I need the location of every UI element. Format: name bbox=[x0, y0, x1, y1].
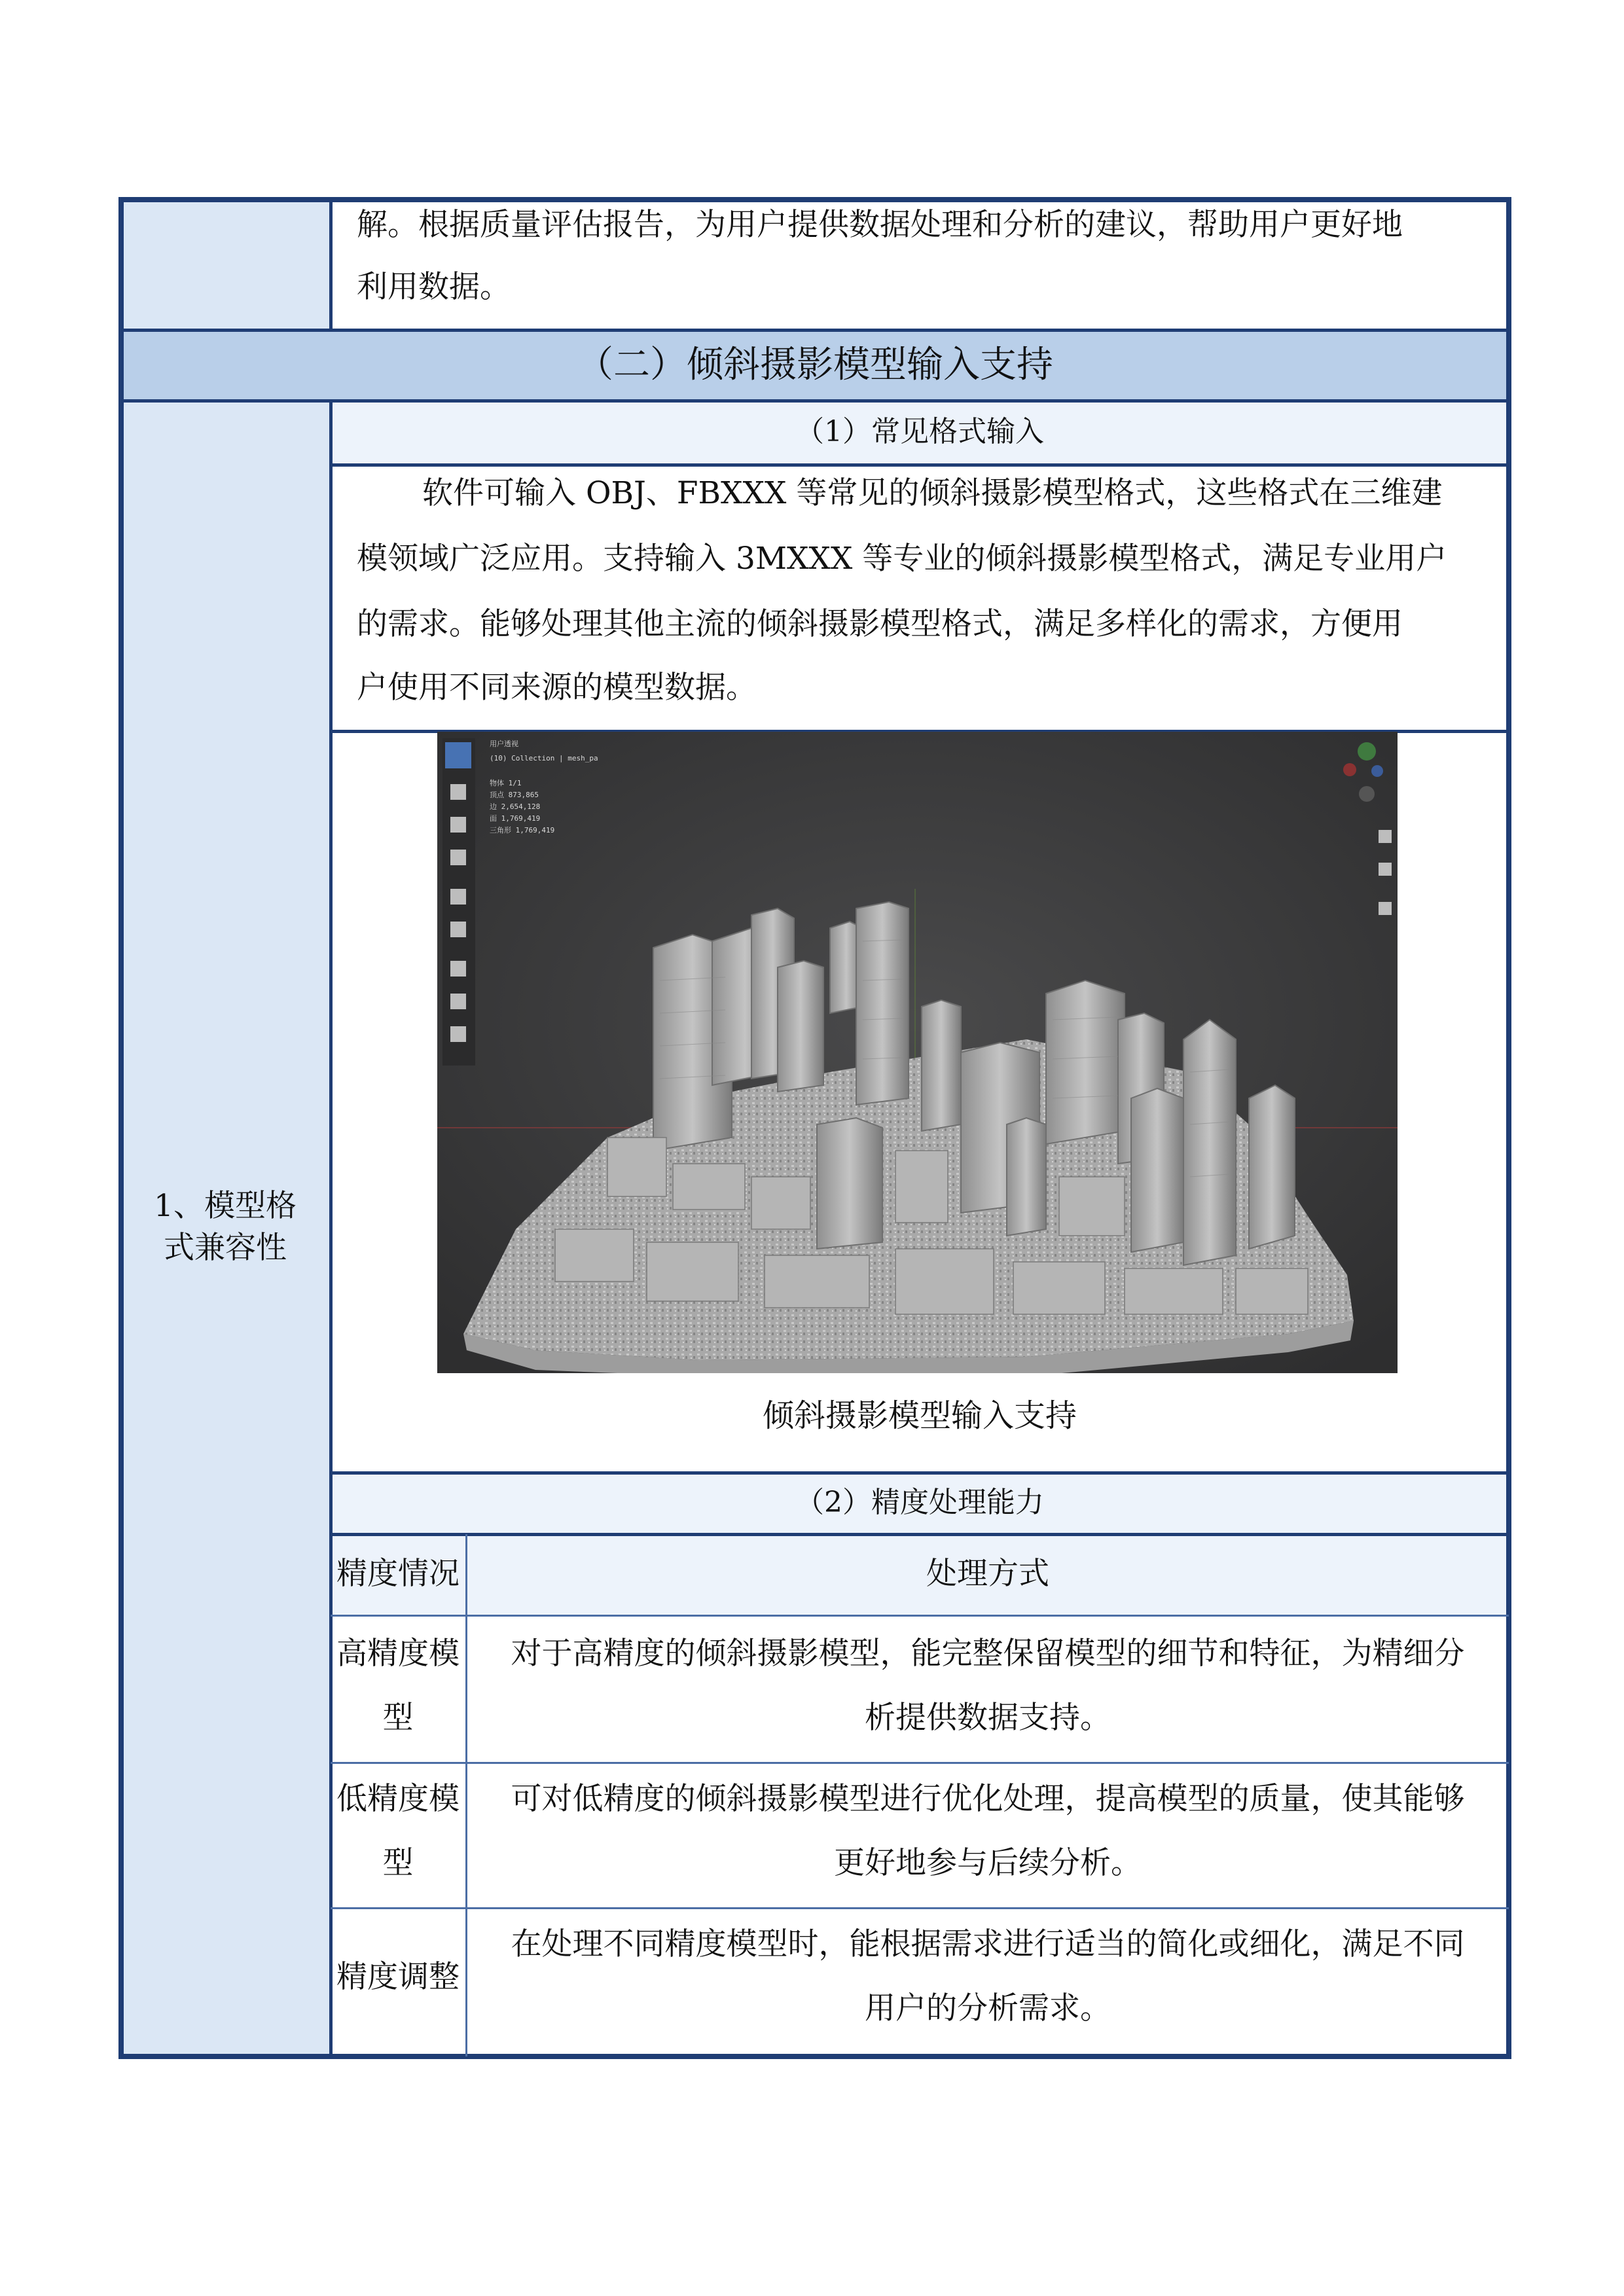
table-row-1-label-line-2: 型 bbox=[382, 1700, 414, 1736]
rule-below-figure bbox=[331, 1471, 1509, 1475]
table-row-2-desc-line-1: 可对低精度的倾斜摄影模型进行优化处理，提高模型的质量，使其能够 bbox=[511, 1781, 1465, 1817]
table-row-2-label-line-2: 型 bbox=[382, 1845, 414, 1881]
hud-line-2: (10) Collection | mesh_pa bbox=[490, 754, 598, 762]
hud-line-4: 顶点 873,865 bbox=[490, 791, 539, 799]
table-header-col1: 精度情况 bbox=[336, 1556, 460, 1592]
model-viewport-figure bbox=[437, 732, 1398, 1373]
intro-line-1: 解。根据质量评估报告，为用户提供数据处理和分析的建议，帮助用户更好地 bbox=[357, 207, 1403, 243]
subsection1-para-line-1: 软件可输入 OBJ、FBXXX 等常见的倾斜摄影模型格式，这些格式在三维建 bbox=[422, 475, 1443, 511]
city-model-illustration bbox=[437, 732, 1398, 1373]
subsection1-para-line-3: 的需求。能够处理其他主流的倾斜摄影模型格式，满足多样化的需求，方便用 bbox=[357, 606, 1403, 642]
rule-left-column-top bbox=[329, 200, 333, 331]
rule-below-sub2-title bbox=[331, 1533, 1509, 1536]
hud-line-3: 物体 1/1 bbox=[490, 779, 522, 787]
table-row-1-desc-line-1: 对于高精度的倾斜摄影模型，能完整保留模型的细节和特征，为精细分 bbox=[511, 1636, 1465, 1672]
rule-below-row1 bbox=[331, 1762, 1509, 1764]
hud-line-6: 面 1,769,419 bbox=[490, 814, 541, 823]
rule-below-row2 bbox=[331, 1907, 1509, 1909]
table-row-3-desc-line-1: 在处理不同精度模型时，能根据需求进行适当的简化或细化，满足不同 bbox=[511, 1926, 1465, 1962]
table-row-1-label-line-1: 高精度模 bbox=[336, 1636, 460, 1672]
subsection1-para-line-2: 模领域广泛应用。支持输入 3MXXX 等专业的倾斜摄影模型格式，满足专业用户 bbox=[357, 541, 1447, 577]
figure-caption: 倾斜摄影模型输入支持 bbox=[762, 1397, 1077, 1434]
table-row-3-desc-line-2: 用户的分析需求。 bbox=[865, 1990, 1111, 2026]
table-row-2-desc-line-2: 更好地参与后续分析。 bbox=[834, 1845, 1142, 1881]
subsection2-title: （2）精度处理能力 bbox=[795, 1486, 1044, 1519]
table-row-1-desc-line-2: 析提供数据支持。 bbox=[865, 1700, 1111, 1736]
left-label-line-2: 式兼容性 bbox=[164, 1230, 287, 1266]
subsection1-para-line-4: 户使用不同来源的模型数据。 bbox=[357, 670, 757, 706]
hud-line-1: 用户透视 bbox=[490, 740, 518, 748]
section-title: （二）倾斜摄影模型输入支持 bbox=[577, 344, 1053, 386]
hud-line-5: 边 2,654,128 bbox=[490, 802, 541, 811]
intro-line-2: 利用数据。 bbox=[357, 269, 511, 305]
left-label-line-1: 1、模型格 bbox=[154, 1188, 297, 1224]
hud-line-7: 三角形 1,769,419 bbox=[490, 826, 555, 834]
table-row-3-label: 精度调整 bbox=[336, 1959, 460, 1995]
table-row-2-label-line-1: 低精度模 bbox=[336, 1781, 460, 1817]
table-header-col2: 处理方式 bbox=[926, 1556, 1049, 1592]
rule-below-table-header bbox=[331, 1615, 1509, 1617]
subsection1-title: （1）常见格式输入 bbox=[795, 415, 1044, 448]
